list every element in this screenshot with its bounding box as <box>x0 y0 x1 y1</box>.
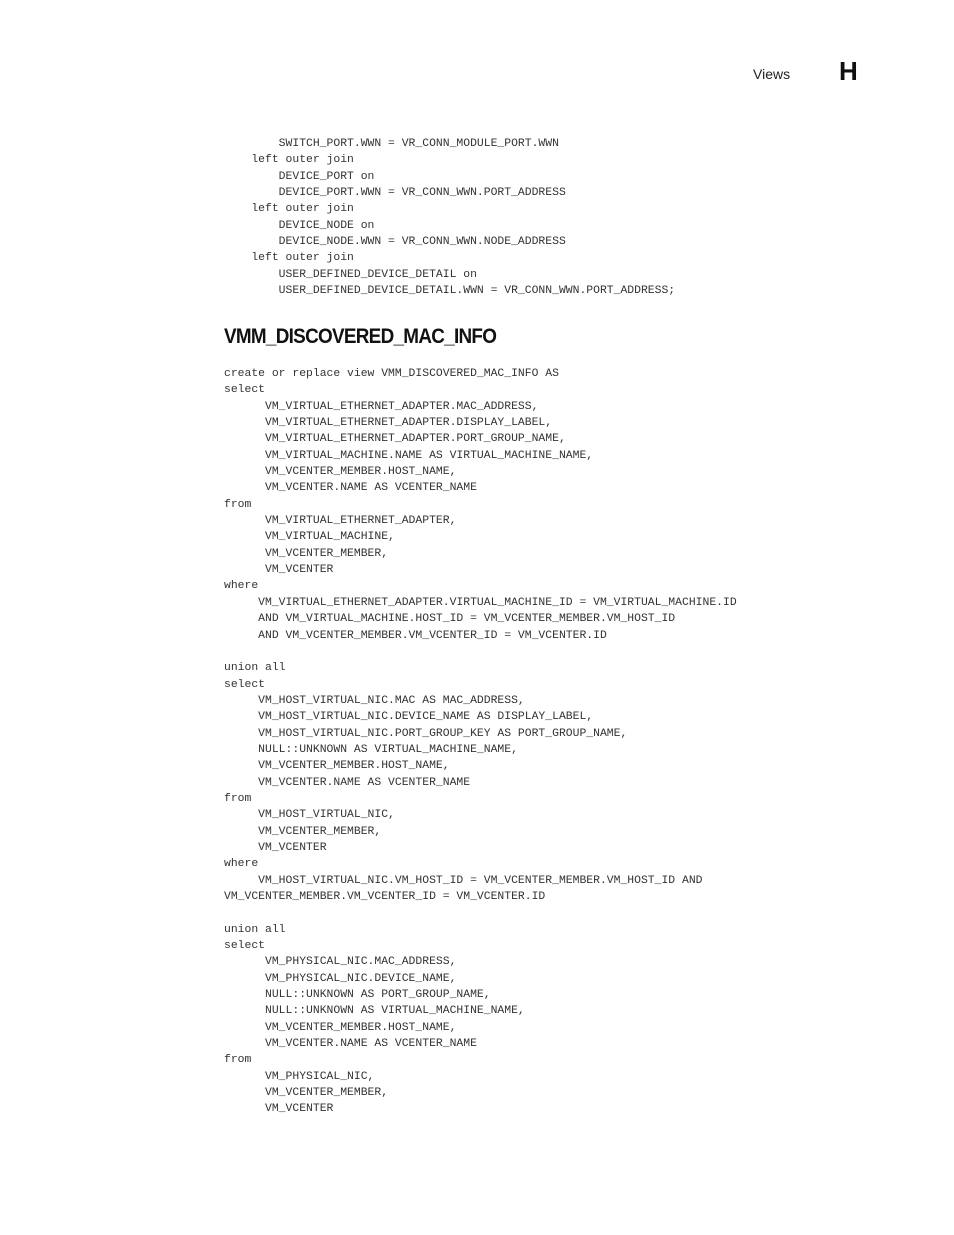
code-block-continued: SWITCH_PORT.WWN = VR_CONN_MODULE_PORT.WWN left outer join DEVICE_PORT on DEVICE_PORT.WWN = VR_CONN_WWN.PORT_ADDRESS left outer join DEVICE_NODE on DEVICE_NODE.WWN = VR_CONN_WWN.NODE_ADDRESS left outer join USER_DEFINED_DEVICE_DETAIL on USER_DEFINED_DEVICE_DETAIL.WWN = VR_CONN_WWN.PORT_ADDRESS; <box>251 138 676 298</box>
appendix-letter: H <box>839 56 858 86</box>
section-heading: VMM_DISCOVERED_MAC_INFO <box>224 325 497 348</box>
running-header-section: Views <box>753 66 791 82</box>
code-block-view-definition: create or replace view VMM_DISCOVERED_MAC_INFO AS select VM_VIRTUAL_ETHERNET_ADAPTER.MAC_ADDRESS, VM_VIRTUAL_ETHERNET_ADAPTER.DISPLAY_LABEL, VM_VIRTUAL_ETHERNET_ADAPTER.PORT_GROUP_NAME, VM_VIRTUAL_MACHINE.NAME AS VIRTUAL_MACHINE_NAME, VM_VCENTER_MEMBER.HOST_NAME, VM_VCENTER.NAME AS VCENTER_NAME from VM_VIRTUAL_ETHERNET_ADAPTER, VM_VIRTUAL_MACHINE, VM_VCENTER_MEMBER, VM_VCENTER where VM_VIRTUAL_ETHERNET_ADAPTER.VIRTUAL_MACHINE_ID = VM_VIRTUAL_MACHINE.ID AND VM_VIRTUAL_MACHINE.HOST_ID = VM_VCENTER_MEMBER.VM_HOST_ID AND VM_VCENTER_MEMBER.VM_VCENTER_ID = VM_VCENTER.ID union all select VM_HOST_VIRTUAL_NIC.MAC AS MAC_ADDRESS, VM_HOST_VIRTUAL_NIC.DEVICE_NAME AS DISPLAY_LABEL, VM_HOST_VIRTUAL_NIC.PORT_GROUP_KEY AS PORT_GROUP_NAME, NULL::UNKNOWN AS VIRTUAL_MACHINE_NAME, VM_VCENTER_MEMBER.HOST_NAME, VM_VCENTER.NAME AS VCENTER_NAME from VM_HOST_VIRTUAL_NIC, VM_VCENTER_MEMBER, VM_VCENTER where VM_HOST_VIRTUAL_NIC.VM_HOST_ID = VM_VCENTER_MEMBER.VM_HOST_ID AND VM_VCENTER_MEMBER.VM_VCENTER_ID = VM_VCENTER.ID union all select VM_PHYSICAL_NIC.MAC_ADDRESS, VM_PHYSICAL_NIC.DEVICE_NAME, NULL::UNKNOWN AS PORT_GROUP_NAME, NULL::UNKNOWN AS VIRTUAL_MACHINE_NAME, VM_VCENTER_MEMBER.HOST_NAME, VM_VCENTER.NAME AS VCENTER_NAME from VM_PHYSICAL_NIC, VM_VCENTER_MEMBER, VM_VCENTER <box>224 368 737 1116</box>
